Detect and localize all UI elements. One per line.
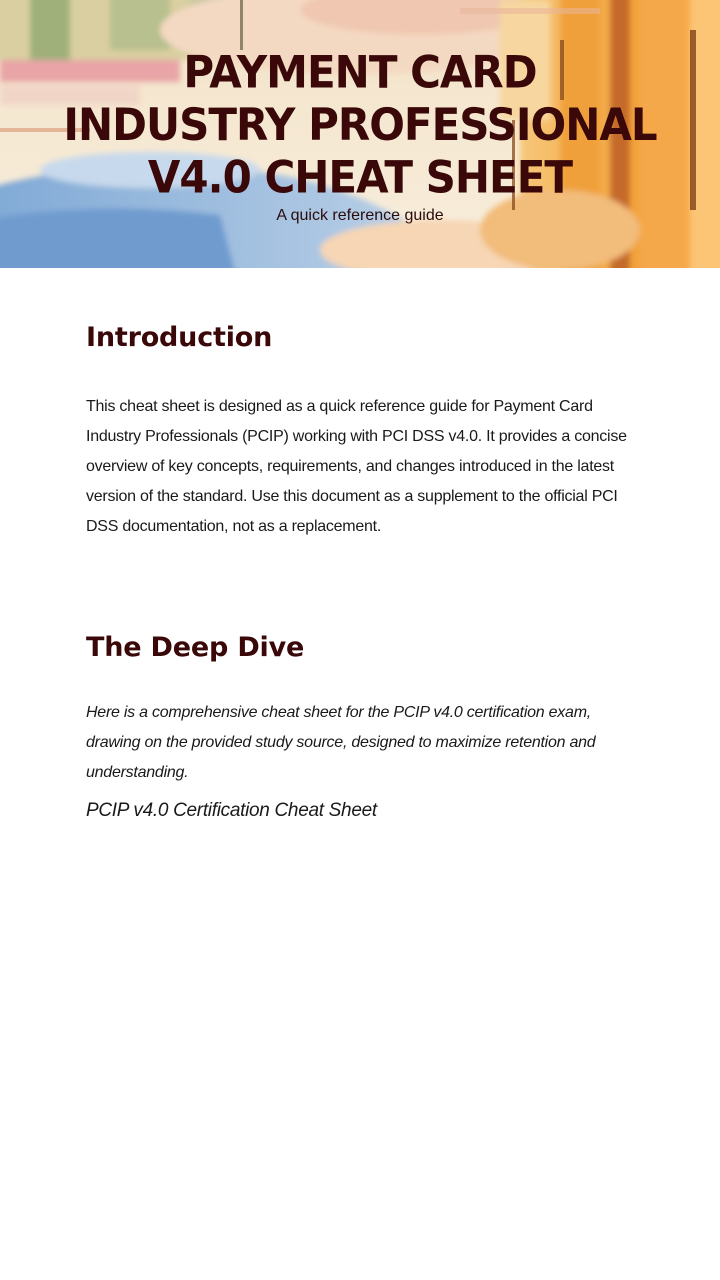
title-line-2: INDUSTRY PROFESSIONAL — [63, 98, 657, 151]
deep-dive-heading: The Deep Dive — [86, 632, 305, 663]
document-content — [86, 320, 646, 824]
hero-banner — [0, 0, 720, 268]
title-line-1: PAYMENT CARD — [183, 46, 537, 99]
introduction-heading: Introduction — [86, 322, 273, 353]
document-subtitle: A quick reference guide — [276, 207, 444, 224]
deep-dive-section — [86, 630, 646, 824]
title-line-3: V4.0 CHEAT SHEET — [147, 150, 573, 204]
document-title — [0, 46, 720, 203]
introduction-section — [86, 320, 646, 542]
cheat-sheet-subtitle: PCIP v4.0 Certification Cheat Sheet — [86, 800, 377, 821]
introduction-body: This cheat sheet is designed as a quick reference guide for Payment Card Industry Professionals (PCIP) working with PCI DSS v4.0. It provides a concise overview of key concepts, requirements, and changes introduced in the latest version of the standard. Use this document as a supplement to the official PCI DSS documentation, not as a replacement. — [86, 398, 627, 535]
deep-dive-body: Here is a comprehensive cheat sheet for the PCIP v4.0 certification exam, drawing on the provided study source, designed to maximize retention and understanding. — [86, 704, 596, 781]
